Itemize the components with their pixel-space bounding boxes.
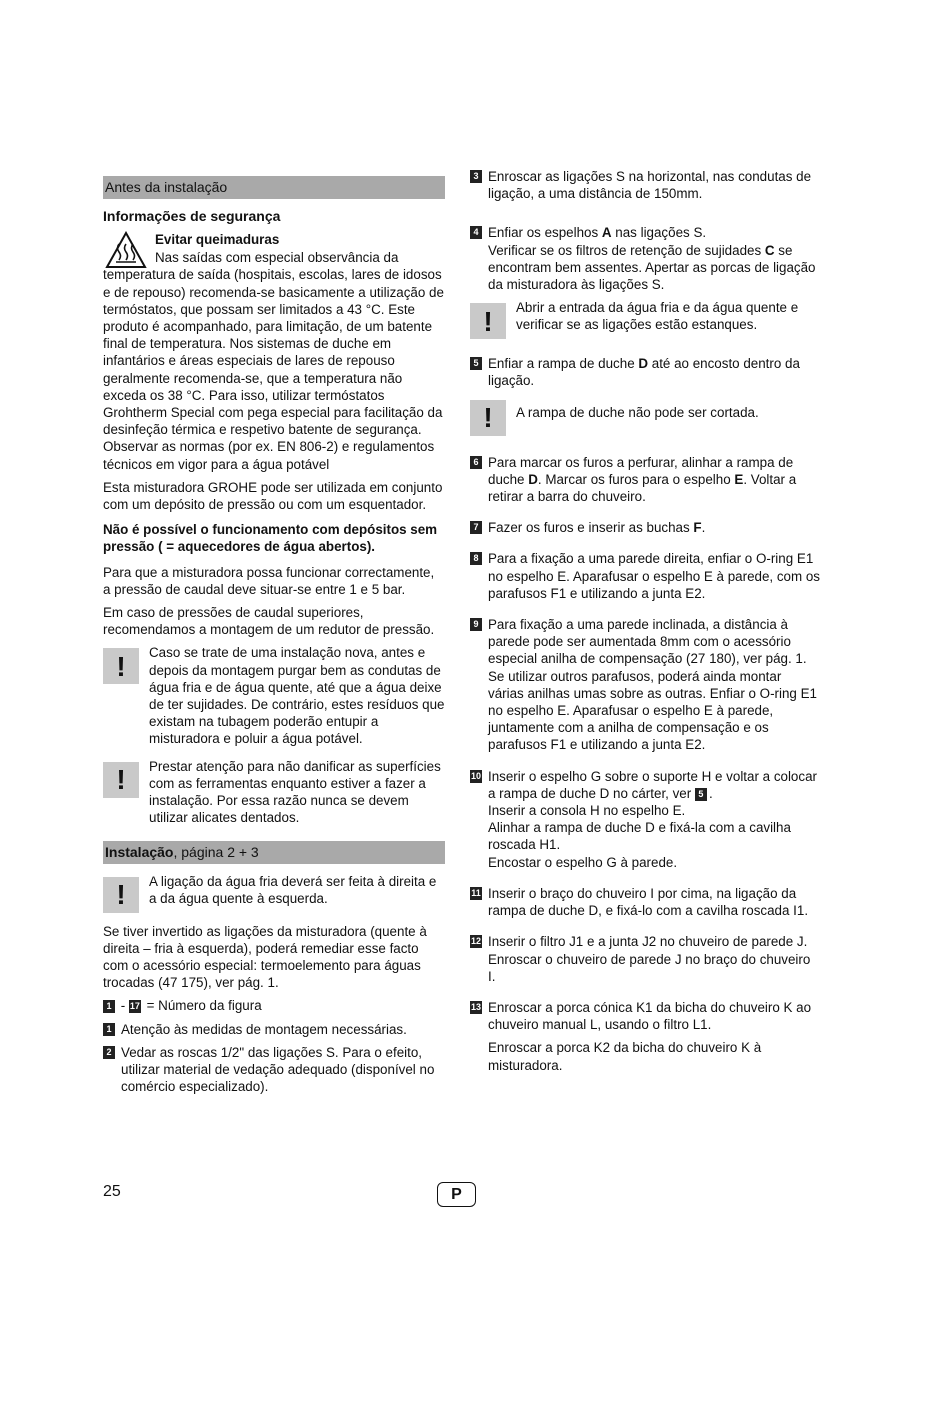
warning-cold-right-text: A ligação da água fria deverá ser feita à direita e a da água quente à esquerda. [149,873,437,906]
safety-title: Informações de segurança [103,208,281,224]
step-10: 10 Inserir o espelho G sobre o suporte H e voltar a colocar a rampa de duche D no cárter, ver 5 . Inserir a consola H no espelho E. Alinhar a rampa de duche D e fixá-la com a cavilha roscada H1. Encostar o espelho G à parede. [470,768,817,870]
step-11: 11 Inserir o braço do chuveiro I por cima, na ligação da rampa de duche D, e fixá-lo com a cavilha roscada I1. [471,885,809,919]
step-6: 6 Para marcar os furos a perfurar, alinhar a rampa de duche D. Marcar os furos para o espelho E. Voltar a retirar a barra do chuveiro. [470,454,820,506]
section-title-before-install: Antes da instalação [103,176,445,199]
step-5: 5 Enfiar a rampa de duche D até ao encosto dentro da ligação. [470,355,820,389]
warning-cold-right [103,873,445,913]
warning-flush [103,644,445,747]
left-column [103,176,445,1109]
step-3: 3 Enroscar as ligações S na horizontal, nas condutas de ligação, a uma distância de 150mm. [470,168,820,202]
exclamation-icon: ! [103,877,139,913]
warning-no-cut [470,396,820,436]
warning-no-cut-text: A rampa de duche não pode ser cortada. [516,404,759,420]
right-column [470,168,820,1088]
section-title-installation: Instalação, página 2 + 3 [103,841,445,864]
exclamation-icon: ! [470,400,506,436]
burn-text: Nas saídas com especial observância da temperatura de saída (hospitais, escolas, lares de idosos e de repouso) recomenda-se basicamente a utilização de termóstatos, que possam ser limitados a 43 °C. Este produto é acompanhado, para limitação, de um batente final de temperatura. Nos sistemas de duche em infantários e áreas especiais de lares de repouso geralmente recomenda-se, que a temperatura não exceda os 38 °C. Para isso, utilizar termóstatos Grohtherm Special com pega especial para facilitação da desinfeção térmica e respetivo batente de segurança. Observar as normas (por ex. EN 806-2) e regulamentos técnicos em vigor para a água potável [103,250,444,472]
warning-check-leaks-text: Abrir a entrada da água fria e da água quente e verificar se as ligações estão estanques. [516,300,799,333]
exclamation-icon: ! [470,303,506,339]
page-number: 25 [103,1183,121,1200]
warning-tools [103,758,445,827]
pressure-paragraph: Para que a misturadora possa funcionar correctamente, a pressão de caudal deve situar-se entre 1 e 5 bar. [103,564,435,597]
step-2: 2 Vedar as roscas 1/2" das ligações S. Para o efeito, utilizar material de vedação adequado (disponível no comércio especializado). [103,1044,445,1096]
warning-flush-text: Caso se trate de uma instalação nova, antes e depois da montagem purgar bem as condutas de água fria e de água quente, até que a água deixe de ter sujidades. De contrário, estes resíduos que existam na tubagem poderão entupir a misturadora e poluir a água potável. [149,645,445,747]
grohe-paragraph: Esta misturadora GROHE pode ser utilizada em conjunto com um depósito de pressão ou com um esquentador. [103,479,443,513]
hot-surface-warning-icon [105,231,147,269]
step-12: 12 Inserir o filtro J1 e a junta J2 no chuveiro de parede J. Enroscar o chuveiro de parede J no braço do chuveiro I. [470,934,811,984]
step-9: 9 Para fixação a uma parede inclinada, a distância à parede pode ser aumentada 8mm com o acessório especial anilha de compensação (27 180), ver pág. 1. Se utilizar outros parafusos, poderá ainda montar várias anilhas umas sobre as outras. Enfiar o O-ring E1 no espelho E. Aparafusar o espelho E à parede, juntamente com a anilha de compensação e os parafusos F1 e utilizando a junta E2. [470,616,820,754]
reducer-paragraph: Em caso de pressões de caudal superiores, recomendamos a montagem de um redutor de pressão. [103,605,435,638]
warning-check-leaks [470,299,820,339]
exclamation-icon: ! [103,648,139,684]
figure-legend: 1 - 17 = Número da figura [103,997,445,1014]
exclamation-icon: ! [103,762,139,798]
warning-tools-text: Prestar atenção para não danificar as superfícies com as ferramentas enquanto estiver a fazer a instalação. Por essa razão nunca se devem utilizar alicates dentados. [149,758,441,826]
inverted-paragraph: Se tiver invertido as ligações da misturadora (quente à direita – fria à esquerda), poderá remediar esse facto com o acessório especial: termoelemento para águas trocadas (47 175), ver pág. 1. [103,923,427,991]
step-1: 1 Atenção às medidas de montagem necessárias. [103,1021,445,1038]
language-badge: P [437,1182,476,1207]
no-pressure-warning: Não é possível o funcionamento com depósitos sem pressão ( = aquecedores de água abertos). [103,522,438,555]
step-7: 7 Fazer os furos e inserir as buchas F. [470,519,820,536]
step-8: 8 Para a fixação a uma parede direita, enfiar o O-ring E1 no espelho E. Aparafusar o espelho E à parede, com os parafusos F1 e utilizando a junta E2. [470,550,820,602]
burn-title: Evitar queimaduras [155,232,280,248]
step-13: 13 Enroscar a porca cónica K1 da bicha do chuveiro K ao chuveiro manual L, usando o filtro L1. Enroscar a porca K2 da bicha do chuveiro K à misturadora. [470,999,812,1073]
step-4: 4 Enfiar os espelhos A nas ligações S. Verificar se os filtros de retenção de sujidades C se encontram bem assentes. Apertar as porcas de ligação da misturadora às ligações S. [470,224,820,293]
